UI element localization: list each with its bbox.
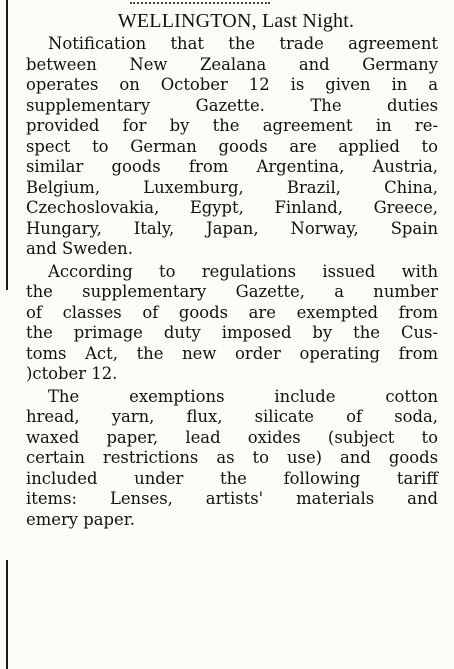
text-line: Belgium, Luxemburg, Brazil, China, xyxy=(26,177,438,197)
text-line: of classes of goods are exempted from xyxy=(26,302,438,322)
paragraph-2 xyxy=(26,262,438,385)
text-line: spect to German goods are applied to xyxy=(26,136,438,156)
paragraph-3 xyxy=(26,387,438,531)
text-line: the supplementary Gazette, a number xyxy=(26,282,438,301)
text-line: and Sweden. xyxy=(26,239,133,258)
text-line: Hungary, Italy, Japan, Norway, Spain xyxy=(26,218,438,238)
text-line: emery paper. xyxy=(26,509,135,529)
text-line: provided for by the agreement in re- xyxy=(26,116,438,135)
text-line: certain restrictions as to use) and goods xyxy=(26,448,438,467)
text-line: According to regulations issued with xyxy=(48,261,438,281)
dateline: WELLINGTON, Last Night. xyxy=(117,10,355,32)
text-line: waxed paper, lead oxides (subject to xyxy=(26,427,438,447)
text-line: similar goods from Argentina, Austria, xyxy=(26,157,438,176)
text-line: hread, yarn, flux, silicate of soda, xyxy=(26,407,438,426)
paragraph-1 xyxy=(26,34,438,260)
text-line: Notification that the trade agreement xyxy=(48,34,438,53)
text-line: The exemptions include cotton xyxy=(48,386,438,406)
column-rule-left-lower xyxy=(6,560,8,669)
text-line: operates on October 12 is given in a xyxy=(26,75,438,94)
text-line: items: Lenses, artists' materials and xyxy=(26,489,438,508)
column-rule-left xyxy=(6,0,8,290)
text-line: toms Act, the new order operating from xyxy=(26,343,438,363)
text-line: included under the following tariff xyxy=(26,468,438,488)
text-line: )ctober 12. xyxy=(26,364,118,383)
text-line: between New Zealana and Germany xyxy=(26,54,438,74)
text-line: supplementary Gazette. The duties xyxy=(26,95,438,115)
text-line: the primage duty imposed by the Cus- xyxy=(26,323,438,342)
news-article xyxy=(26,8,438,530)
text-line: Czechoslovakia, Egypt, Finland, Greece, xyxy=(26,198,438,217)
